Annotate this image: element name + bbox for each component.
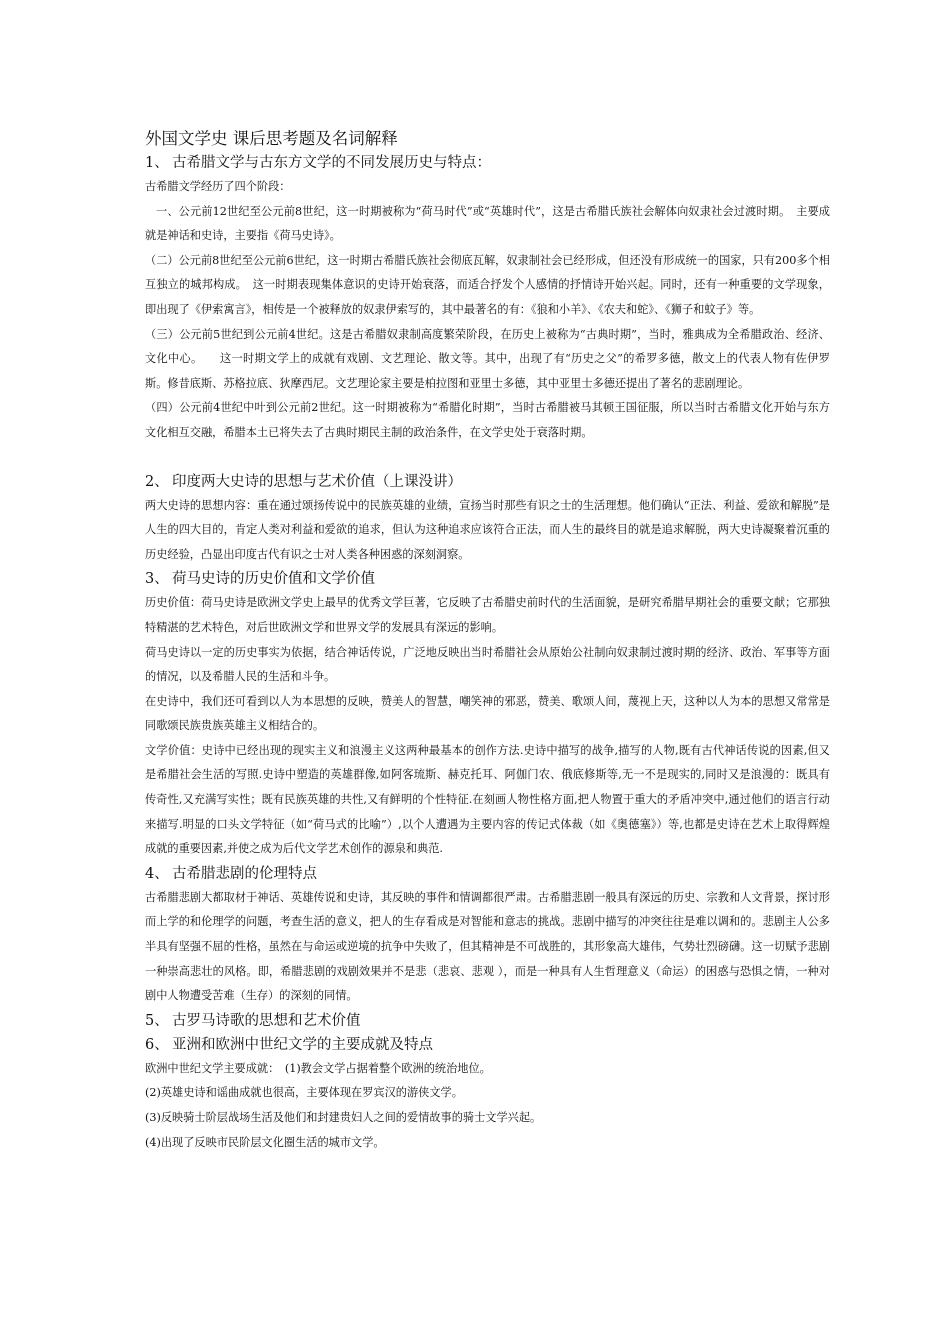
section-number: 6、 [145, 1036, 169, 1053]
paragraph: 荷马史诗以一定的历史事实为依据，结合神话传说，广泛地反映出当时希腊社会从原始公社制向奴隶制过渡时期的经济、政治、军事等方面的情况，以及希腊人民的生活和斗争。 [145, 645, 830, 684]
paragraph: 古希腊文学经历了四个阶段： [145, 180, 291, 193]
paragraph: 一、公元前12世纪至公元前8世纪，这一时期被称为“荷马时代”或“英雄时代”，这是古希腊氏族社会解体向奴隶社会过渡时期。 主要成就是神话和史诗，主要指《荷马史诗》。 [145, 204, 830, 243]
section-number: 2、 [145, 473, 169, 490]
section-number: 4、 [145, 865, 169, 882]
section-3-heading [145, 567, 830, 591]
list-item: (3)反映骑士阶层战场生活及他们和封建贵妇人之间的爱情故事的骑士文学兴起。 [145, 1111, 542, 1124]
section-5-heading [145, 1009, 830, 1033]
section-2-heading [145, 470, 830, 494]
paragraph: （三）公元前5世纪到公元前4世纪。这是古希腊奴隶制高度繁荣阶段，在历史上被称为“古典时期”，当时，雅典成为全希腊政治、经济、文化中心。 这一时期文学上的成就有戏剧、文艺理论、散文等。其中，出现了有“历史之父”的希罗多德，散文上的代表人物有佐伊罗斯。修昔底斯、苏格拉底、狄摩西尼。文艺理论家主要是柏拉图和亚里士多德，其中亚里士多德还提出了著名的悲剧理论。 [145, 327, 830, 390]
paragraph: （四）公元前4世纪中叶到公元前2世纪。这一时期被称为“希腊化时期”，当时古希腊被马其顿王国征服，所以当时古希腊文化开始与东方文化相互交融，希腊本土已将失去了古典时期民主制的政治条件，在文学史处于衰落时期。 [145, 401, 830, 439]
section-title: 亚洲和欧洲中世纪文学的主要成就及特点 [172, 1036, 433, 1053]
paragraph: 古希腊悲剧大都取材于神话、英雄传说和史诗，其反映的事件和情调都很严肃。古希腊悲剧一般具有深远的历史、宗教和人文背景，探讨形而上学的和伦理学的问题，考查生活的意义，把人的生存看成是对智能和意志的挑战。悲剧中描写的冲突往往是难以调和的。悲剧主人公多半具有坚强不屈的性格，虽然在与命运或逆境的抗争中失败了，但其精神是不可战胜的，其形象高大雄伟，气势壮烈磅礴。这一切赋予悲剧一种崇高悲壮的风格。即，希腊悲剧的戏剧效果并不是悲（悲哀、悲观 ），而是一种具有人生哲理意义（命运）的困惑与恐惧之情，一种对剧中人物遭受苦难（生存）的深刻的同情。 [145, 890, 830, 1003]
paragraph: 在史诗中，我们还可看到以人为本思想的反映，赞美人的智慧，嘲笑神的邪恶，赞美、歌颂人间，蔑视上天，这种以人为本的思想又常常是同歌颂民族贵族英雄主义相结合的。 [145, 694, 830, 733]
section-6-heading [145, 1033, 830, 1057]
list-item: (2)英雄史诗和谣曲成就也很高，主要体现在罗宾汉的游侠文学。 [145, 1086, 463, 1100]
section-title: 荷马史诗的历史价值和文学价值 [172, 571, 375, 588]
section-4-heading [145, 862, 830, 886]
list-item: (4)出现了反映市民阶层文化圈生活的城市文学。 [145, 1135, 385, 1149]
section-title: 古罗马诗歌的思想和艺术价值 [172, 1012, 361, 1029]
paragraph: （二）公元前8世纪至公元前6世纪，这一时期古希腊氏族社会彻底瓦解，奴隶制社会已经形成，但还没有形成统一的国家，只有200多个相互独立的城邦构成。 这一时期表现集体意识的史诗开始衰落，而适合抒发个人感情的抒情诗开始兴起。同时，还有一种重要的文学现象，即出现了《伊索寓言》，相传是一个被释放的奴隶伊索写的，其中最著名的有：《狼和小羊》、《农夫和蛇》、《狮子和蚊子》等。 [145, 253, 830, 316]
list-item: 欧洲中世纪文学主要成就： (1)教会文学占据着整个欧洲的统治地位。 [145, 1061, 491, 1075]
paragraph: 两大史诗的思想内容：重在通过颂扬传说中的民族英雄的业绩，宣扬当时那些有识之士的生活理想。他们确认“正法、利益、爱欲和解脱”是人生的四大目的，肯定人类对利益和爱欲的追求，但认为这种追求应该符合正法，而人生的最终目的就是追求解脱，两大史诗凝聚着沉重的历史经验，凸显出印度古代有识之士对人类各种困惑的深刻洞察。 [145, 498, 830, 561]
spacer [145, 446, 830, 470]
document-title: 外国文学史 课后思考题及名词解释 [145, 129, 398, 148]
paragraph: 历史价值：荷马史诗是欧洲文学史上最早的优秀文学巨著，它反映了古希腊史前时代的生活面貌，是研究希腊早期社会的重要文献；它那独特精湛的艺术特色，对后世欧洲文学和世界文学的发展具有深远的影响。 [145, 596, 830, 634]
paragraph: 文学价值：史诗中已经出现的现实主义和浪漫主义这两种最基本的创作方法.史诗中描写的战争,描写的人物,既有古代神话传说的因素,但又是希腊社会生活的写照.史诗中塑造的英雄群像,如阿客琉斯、赫克托耳、阿伽门农、俄底修斯等,无一不是现实的,同时又是浪漫的：既具有传奇性,又充满写实性；既有民族英雄的共性,又有鲜明的个性特征.在刻画人物性格方面,把人物置于重大的矛盾冲突中,通过他们的语言行动来描写.明显的口头文学特征（如“荷马式的比喻”）,以个人遭遇为主要内容的传记式体裁（如《奥德塞》）等,也都是史诗在艺术上取得辉煌成就的重要因素,并使之成为后代文学艺术创作的源泉和典范. [145, 743, 830, 856]
section-title: 古希腊文学与古东方文学的不同发展历史与特点： [172, 155, 491, 171]
section-1-heading [145, 151, 830, 175]
section-title: 古希腊悲剧的伦理特点 [172, 865, 317, 882]
section-number: 1、 [145, 155, 169, 171]
section-number: 5、 [145, 1012, 169, 1029]
section-number: 3、 [145, 571, 169, 588]
section-title: 印度两大史诗的思想与艺术价值（上课没讲） [172, 473, 462, 490]
